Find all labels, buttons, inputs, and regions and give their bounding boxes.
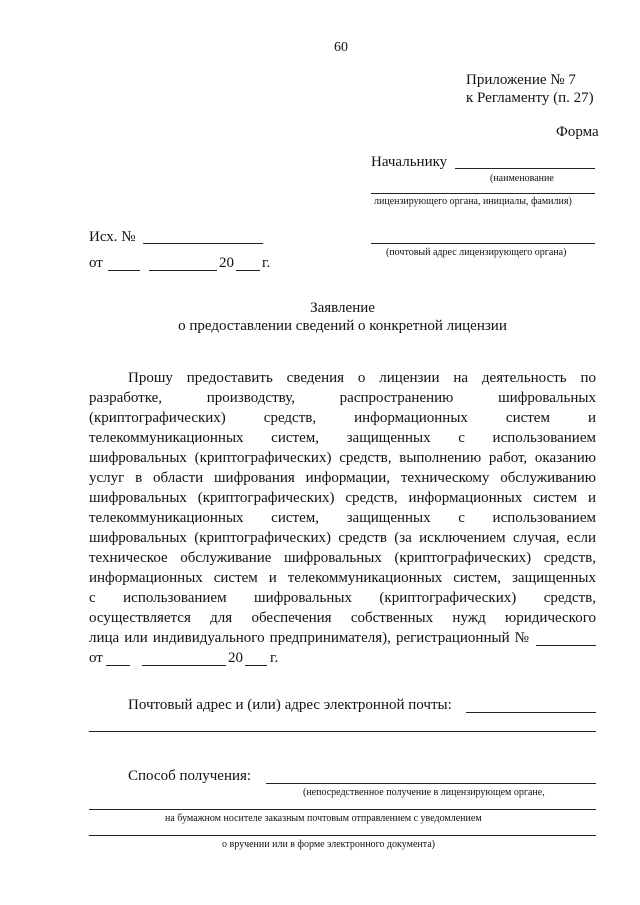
receipt-method-field-2[interactable] [89,809,596,810]
addressee-hint-address: (почтовый адрес лицензирующего органа) [386,247,567,258]
outgoing-year-field[interactable] [236,270,260,271]
receipt-hint-3: о вручении или в форме электронного документа) [222,839,435,850]
addressee-hint-authority: лицензирующего органа, инициалы, фамилия) [374,196,572,207]
body-line-2: разработке, производству, распространению шифровальных [89,390,596,406]
body-line-11: информационных систем и телекоммуникационных систем, защищенных [89,570,596,586]
addressee-hint-name: (наименование [490,173,554,184]
registration-date-year: 20 [228,650,243,666]
registration-number-field[interactable] [536,645,596,646]
registration-year-field[interactable] [245,665,267,666]
body-line-5: шифровальных (криптографических) средств, выполнению работ, оказанию [89,450,596,466]
body-line-7: шифровальных (криптографических) средств, информационных систем и [89,490,596,506]
receipt-label: Способ получения: [128,768,252,784]
outgoing-date-year: 20 [219,255,234,271]
postal-address-field-2[interactable] [89,731,596,732]
registration-date-suffix: г. [270,650,279,666]
outgoing-number-field[interactable] [143,243,263,244]
receipt-method-field[interactable] [266,783,596,784]
page-number: 60 [334,40,348,55]
body-line-12: с использованием шифровальных (криптографических) средств, [89,590,596,606]
outgoing-date-prefix: от [89,255,103,271]
body-line-4: телекоммуникационных систем, защищенных с использованием [89,430,596,446]
appendix-line2: к Регламенту (п. 27) [466,90,594,106]
addressee-label: Начальнику [371,154,448,170]
outgoing-date-suffix: г. [262,255,271,271]
outgoing-month-field[interactable] [149,270,217,271]
document-subtitle: о предоставлении сведений о конкретной лицензии [178,318,507,334]
postal-address-field[interactable] [466,712,596,713]
receipt-method-field-3[interactable] [89,835,596,836]
registration-day-field[interactable] [106,665,130,666]
body-line-1: Прошу предоставить сведения о лицензии на деятельность по [128,370,596,386]
body-line-3: (криптографических) средств, информационных систем и [89,410,596,426]
registration-month-field[interactable] [142,665,226,666]
body-line-10: техническое обслуживание шифровальных (криптографических) средств, [89,550,596,566]
addressee-authority-field[interactable] [371,193,595,194]
receipt-hint-1: (непосредственное получение в лицензирующем органе, [303,787,545,798]
appendix-line1: Приложение № 7 [466,72,576,88]
body-line-13: осуществляется для обеспечения собственных нужд юридического [89,610,596,626]
document-title: Заявление [310,300,375,316]
postal-label: Почтовый адрес и (или) адрес электронной почты: [128,697,452,713]
body-line-9: шифровальных (криптографических) средств (за исключением случая, если [89,530,596,546]
body-line-14: лица или индивидуального предпринимателя), регистрационный № [89,630,529,646]
form-label: Форма [556,124,599,140]
body-line-6: услуг в области шифрования информации, техническому обслуживанию [89,470,596,486]
body-line-8: телекоммуникационных систем, защищенных с использованием [89,510,596,526]
receipt-hint-2: на бумажном носителе заказным почтовым отправлением с уведомлением [165,813,482,824]
registration-date-prefix: от [89,650,103,666]
outgoing-day-field[interactable] [108,270,140,271]
outgoing-number-label: Исх. № [89,229,136,245]
addressee-address-field[interactable] [371,243,595,244]
addressee-name-field[interactable] [455,168,595,169]
